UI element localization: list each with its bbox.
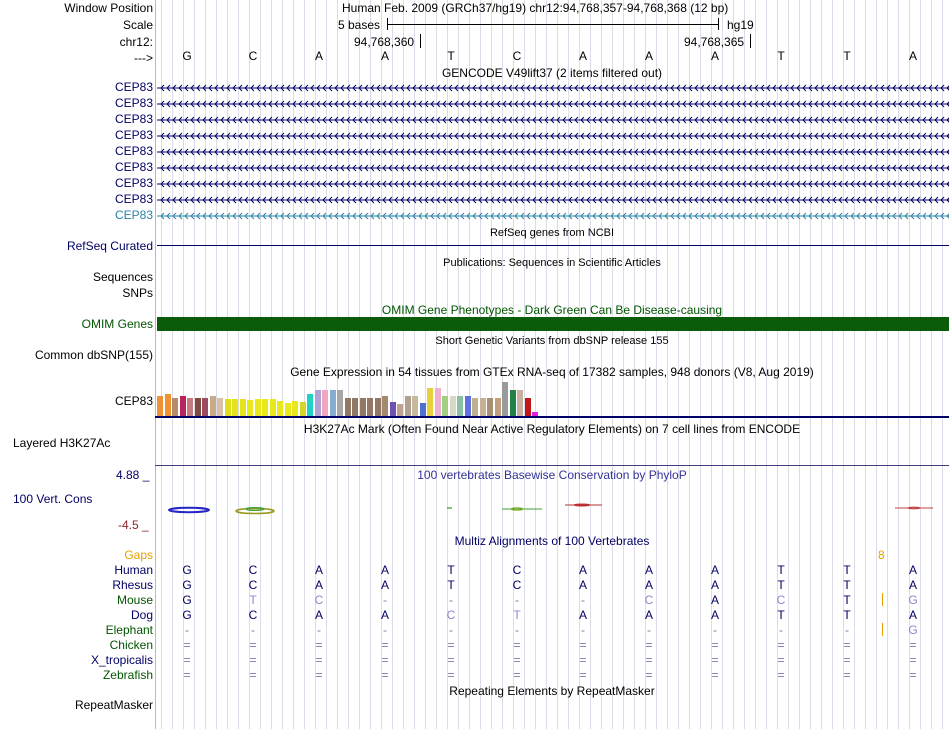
gencode-item-label[interactable]: CEP83	[114, 192, 153, 206]
gtex-tissue-bar[interactable]	[352, 398, 358, 416]
phylop-signal-shape-3	[447, 508, 542, 511]
guide-line	[931, 0, 932, 729]
alignment-base: A	[314, 608, 323, 622]
omim-track-label[interactable]: OMIM Genes	[81, 317, 153, 331]
repeatmasker-track-title[interactable]: Repeating Elements by RepeatMasker	[449, 684, 655, 698]
coordinate-tick-mark-2	[750, 34, 751, 48]
phylop-signal[interactable]	[157, 498, 949, 522]
alignment-base: T	[513, 608, 521, 622]
gencode-item-label[interactable]: CEP83	[114, 176, 153, 190]
alignment-base: T	[447, 578, 455, 592]
alignment-base: G	[182, 563, 192, 577]
alignment-base: C	[248, 608, 258, 622]
guide-line	[227, 0, 228, 729]
gtex-tissue-bar[interactable]	[397, 404, 403, 416]
gtex-tissue-bar[interactable]	[247, 400, 253, 416]
guide-line	[865, 0, 866, 729]
alignment-base: -	[581, 623, 585, 637]
phylop-signal-shape-5	[895, 507, 933, 509]
guide-line	[238, 0, 239, 729]
alignment-base: T	[843, 593, 851, 607]
alignment-base: A	[380, 608, 389, 622]
gtex-tissue-bar[interactable]	[240, 399, 246, 416]
side-label-divider	[155, 0, 156, 729]
gtex-tissue-bar[interactable]	[165, 394, 171, 416]
alignment-base: =	[381, 668, 389, 682]
gtex-tissue-bar[interactable]	[217, 398, 223, 416]
alignment-base: -	[251, 623, 255, 637]
conservation-track-label[interactable]: 100 Vert. Cons	[13, 492, 93, 506]
gtex-tissue-bar[interactable]	[315, 390, 321, 416]
guide-line	[832, 0, 833, 729]
guide-line	[282, 0, 283, 729]
alignment-base: A	[644, 563, 653, 577]
base-letter: T	[843, 49, 851, 63]
alignment-base: T	[843, 578, 851, 592]
alignment-base: T	[777, 578, 785, 592]
gap-indicator-elephant	[882, 623, 883, 636]
gtex-track-title[interactable]: Gene Expression in 54 tissues from GTEx RNA-seq of 17382 samples, 948 donors (V8, Aug 2019)	[290, 365, 814, 379]
alignment-base: =	[447, 653, 455, 667]
alignment-base: =	[777, 638, 785, 652]
gencode-transcript[interactable]	[157, 148, 949, 156]
alignment-base: A	[644, 608, 653, 622]
gencode-item-label[interactable]: CEP83	[114, 208, 153, 222]
guide-line	[205, 0, 206, 729]
strand-label: --->	[134, 51, 153, 65]
phylop-signal-shape-1	[169, 508, 209, 512]
alignment-base: =	[777, 653, 785, 667]
alignment-base: C	[512, 578, 522, 592]
gtex-tissue-bar[interactable]	[495, 398, 501, 416]
base-letter: G	[182, 49, 192, 63]
gtex-tissue-bar[interactable]	[225, 399, 231, 416]
h3k27ac-track-title[interactable]: H3K27Ac Mark (Often Found Near Active Regulatory Elements) on 7 cell lines from ENCODE	[303, 422, 801, 436]
phylop-signal-shape-2	[236, 508, 274, 514]
alignment-base: A	[710, 593, 719, 607]
alignment-base: -	[449, 623, 453, 637]
alignment-base: =	[843, 668, 851, 682]
publications-sequences-label[interactable]: Sequences	[92, 270, 153, 284]
base-letter: A	[644, 49, 653, 63]
omim-track-title[interactable]: OMIM Gene Phenotypes - Dark Green Can Be Disease-causing	[381, 303, 723, 317]
base-letter: A	[380, 49, 389, 63]
alignment-base: =	[513, 638, 521, 652]
gtex-tissue-bar[interactable]	[210, 396, 216, 416]
alignment-base: =	[711, 653, 719, 667]
alignment-base: G	[908, 623, 918, 637]
alignment-base: =	[315, 668, 323, 682]
omim-gene-bar[interactable]	[157, 317, 949, 331]
dbsnp-track-label[interactable]: Common dbSNP(155)	[34, 348, 153, 362]
gencode-item-label[interactable]: CEP83	[114, 128, 153, 142]
alignment-base: =	[447, 668, 455, 682]
species-label: X_tropicalis	[90, 653, 153, 667]
guide-line	[161, 0, 162, 729]
gtex-tissue-bar[interactable]	[502, 382, 508, 416]
gencode-item-label[interactable]: CEP83	[114, 112, 153, 126]
guide-line	[876, 0, 877, 729]
conservation-max-label: 4.88 _	[116, 468, 150, 482]
refseq-track-label[interactable]: RefSeq Curated	[66, 239, 153, 253]
alignment-base: C	[776, 593, 786, 607]
gtex-tissue-bar[interactable]	[525, 398, 531, 416]
scale-value: 5 bases	[338, 18, 381, 32]
alignment-base: =	[249, 638, 257, 652]
species-label: Zebrafish	[102, 668, 153, 682]
coordinate-tick-mark-1	[420, 34, 421, 48]
gtex-tissue-bar[interactable]	[420, 403, 426, 416]
gencode-track-title[interactable]: GENCODE V49lift37 (2 items filtered out)	[441, 66, 663, 80]
gtex-baseline	[155, 416, 949, 418]
gtex-tissue-bar[interactable]	[375, 398, 381, 416]
alignment-base: T	[843, 563, 851, 577]
alignment-base: C	[446, 608, 456, 622]
gencode-transcript[interactable]	[157, 116, 949, 124]
alignment-base: =	[645, 638, 653, 652]
alignment-base: T	[447, 563, 455, 577]
base-letter: A	[314, 49, 323, 63]
alignment-base: -	[581, 593, 585, 607]
gap-indicator-dog	[882, 593, 883, 606]
alignment-base: T	[777, 608, 785, 622]
gtex-tissue-bar[interactable]	[172, 398, 178, 416]
base-letter: C	[512, 49, 522, 63]
alignment-base: -	[515, 593, 519, 607]
gtex-tissue-bar[interactable]	[390, 402, 396, 416]
alignment-base: C	[512, 563, 522, 577]
gtex-tissue-bar[interactable]	[517, 390, 523, 416]
alignment-base: =	[579, 653, 587, 667]
gtex-tissue-bar[interactable]	[300, 402, 306, 416]
gencode-item-label[interactable]: CEP83	[114, 80, 153, 94]
gtex-tissue-bar[interactable]	[457, 396, 463, 416]
alignment-base: -	[383, 623, 387, 637]
alignment-base: =	[183, 653, 191, 667]
gtex-tissue-bar[interactable]	[232, 399, 238, 416]
alignment-base: =	[843, 653, 851, 667]
species-label: Mouse	[116, 593, 153, 607]
refseq-track-title[interactable]: RefSeq genes from NCBI	[489, 227, 615, 239]
gtex-tissue-bar[interactable]	[202, 398, 208, 416]
alignment-base: -	[449, 593, 453, 607]
gtex-tissue-bar[interactable]	[412, 396, 418, 416]
alignment-base: A	[578, 563, 587, 577]
gtex-tissue-bar[interactable]	[465, 396, 471, 416]
phylop-signal-shape-4	[565, 504, 602, 506]
alignment-base: A	[314, 563, 323, 577]
species-label: Chicken	[109, 638, 153, 652]
gencode-transcript[interactable]	[157, 84, 949, 92]
gtex-tissue-bar[interactable]	[270, 399, 276, 416]
alignment-base: T	[249, 593, 257, 607]
gtex-tissue-bar[interactable]	[180, 396, 186, 416]
gtex-tissue-bar[interactable]	[322, 390, 328, 416]
gtex-tissue-bar[interactable]	[187, 398, 193, 416]
alignment-base: A	[908, 578, 917, 592]
repeatmasker-track-label[interactable]: RepeatMasker	[74, 698, 153, 712]
alignment-base: A	[578, 578, 587, 592]
gtex-tissue-bar[interactable]	[345, 398, 351, 416]
alignment-base: -	[779, 623, 783, 637]
gencode-item-label[interactable]: CEP83	[114, 144, 153, 158]
alignment-base: -	[185, 623, 189, 637]
alignment-base: A	[908, 563, 917, 577]
gtex-tissue-bar[interactable]	[292, 401, 298, 416]
gtex-tissue-bar[interactable]	[427, 388, 433, 416]
base-letter: A	[578, 49, 587, 63]
alignment-base: A	[710, 563, 719, 577]
alignment-base: =	[183, 668, 191, 682]
alignment-base: =	[183, 638, 191, 652]
alignment-base: A	[710, 608, 719, 622]
dbsnp-track-title[interactable]: Short Genetic Variants from dbSNP release 155	[435, 335, 669, 347]
alignment-base: =	[909, 638, 917, 652]
coordinate-tick-2: 94,768,365	[684, 35, 745, 49]
alignment-base: C	[644, 593, 654, 607]
gtex-track-label[interactable]: CEP83	[114, 394, 153, 408]
species-label: Elephant	[105, 623, 153, 637]
alignment-base: A	[314, 578, 323, 592]
gaps-count: 8	[878, 548, 885, 562]
gtex-tissue-bar[interactable]	[382, 396, 388, 416]
base-letter: A	[908, 49, 917, 63]
alignment-base: =	[909, 668, 917, 682]
alignment-base: =	[711, 638, 719, 652]
chromosome-label: chr12:	[119, 35, 153, 49]
alignment-base: =	[315, 638, 323, 652]
base-letter: A	[710, 49, 719, 63]
species-label: Dog	[130, 608, 153, 622]
alignment-base: G	[908, 593, 918, 607]
refseq-gene-line[interactable]	[157, 245, 949, 246]
scale-bar	[387, 18, 719, 30]
alignment-base: =	[645, 653, 653, 667]
window-position-label: Window Position	[64, 1, 153, 15]
species-label: Human	[114, 563, 153, 577]
alignment-base: A	[578, 608, 587, 622]
gencode-transcript[interactable]	[157, 132, 949, 140]
gtex-tissue-bar[interactable]	[195, 398, 201, 416]
alignment-base: =	[843, 638, 851, 652]
alignment-base: =	[381, 653, 389, 667]
guide-line	[216, 0, 217, 729]
gtex-tissue-bar[interactable]	[337, 390, 343, 416]
alignment-base: A	[710, 578, 719, 592]
gencode-transcript[interactable]	[157, 196, 949, 204]
guide-line	[821, 0, 822, 729]
gtex-expression-bars[interactable]	[157, 380, 557, 416]
gtex-tissue-bar[interactable]	[307, 394, 313, 416]
alignment-base: G	[182, 578, 192, 592]
base-letter: T	[777, 49, 785, 63]
guide-line	[172, 0, 173, 729]
alignment-base: -	[383, 593, 387, 607]
scale-assembly: hg19	[727, 18, 754, 32]
conservation-track-title[interactable]: 100 vertebrates Basewise Conservation by PhyloP	[417, 468, 687, 482]
alignment-base: =	[909, 653, 917, 667]
base-letter: C	[248, 49, 258, 63]
gtex-tissue-bar[interactable]	[262, 399, 268, 416]
alignment-base: A	[380, 578, 389, 592]
gtex-tissue-bar[interactable]	[442, 396, 448, 416]
alignment-base: A	[644, 578, 653, 592]
alignment-base: -	[515, 623, 519, 637]
alignment-base: T	[843, 608, 851, 622]
alignment-base: =	[447, 638, 455, 652]
gtex-tissue-bar[interactable]	[450, 396, 456, 416]
conservation-min-label: -4.5 _	[118, 518, 149, 532]
multiz-track-title[interactable]: Multiz Alignments of 100 Vertebrates	[454, 534, 650, 548]
gtex-tissue-bar[interactable]	[157, 396, 163, 416]
gtex-tissue-bar[interactable]	[255, 399, 261, 416]
base-letter: T	[447, 49, 455, 63]
alignment-base: -	[713, 623, 717, 637]
alignment-base: -	[647, 623, 651, 637]
gencode-transcript[interactable]	[157, 164, 949, 172]
guide-line	[271, 0, 272, 729]
gtex-tissue-bar[interactable]	[487, 398, 493, 416]
alignment-base: G	[182, 593, 192, 607]
alignment-base: G	[182, 608, 192, 622]
guide-line	[942, 0, 943, 729]
alignment-base: =	[777, 668, 785, 682]
alignment-base: =	[579, 638, 587, 652]
publications-track-title[interactable]: Publications: Sequences in Scientific Articles	[443, 257, 661, 269]
gtex-tissue-bar[interactable]	[435, 388, 441, 416]
alignment-base: -	[845, 623, 849, 637]
gencode-transcript[interactable]	[157, 100, 949, 108]
gencode-transcript[interactable]	[157, 180, 949, 188]
alignment-base: =	[645, 668, 653, 682]
gencode-item-label[interactable]: CEP83	[114, 160, 153, 174]
guide-line	[887, 0, 888, 729]
gtex-tissue-bar[interactable]	[277, 401, 283, 416]
species-label: Rhesus	[112, 578, 153, 592]
gaps-label: Gaps	[124, 548, 153, 562]
alignment-base: =	[513, 668, 521, 682]
gencode-transcript[interactable]	[157, 212, 949, 220]
gtex-tissue-bar[interactable]	[360, 398, 366, 416]
gtex-tissue-bar[interactable]	[330, 390, 336, 416]
alignment-base: =	[249, 668, 257, 682]
coordinate-tick-1: 94,768,360	[354, 35, 415, 49]
gtex-tissue-bar[interactable]	[405, 396, 411, 416]
alignment-base: =	[249, 653, 257, 667]
alignment-base: =	[315, 653, 323, 667]
alignment-base: A	[908, 608, 917, 622]
alignment-base: C	[314, 593, 324, 607]
alignment-base: C	[248, 578, 258, 592]
gtex-tissue-bar[interactable]	[480, 398, 486, 416]
publications-snps-label[interactable]: SNPs	[122, 286, 153, 300]
gtex-tissue-bar[interactable]	[367, 398, 373, 416]
alignment-base: T	[777, 563, 785, 577]
alignment-base: =	[579, 668, 587, 682]
h3k27ac-baseline	[155, 465, 949, 466]
alignment-base: =	[381, 638, 389, 652]
alignment-base: -	[317, 623, 321, 637]
gencode-item-label[interactable]: CEP83	[114, 96, 153, 110]
gtex-tissue-bar[interactable]	[472, 398, 478, 416]
gtex-tissue-bar[interactable]	[285, 403, 291, 416]
alignment-base: C	[248, 563, 258, 577]
gtex-tissue-bar[interactable]	[510, 390, 516, 416]
window-position-value: Human Feb. 2009 (GRCh37/hg19) chr12:94,768,357-94,768,368 (12 bp)	[342, 1, 729, 15]
guide-line	[898, 0, 899, 729]
alignment-base: =	[711, 668, 719, 682]
scale-label: Scale	[122, 18, 153, 32]
alignment-base: A	[380, 563, 389, 577]
h3k27ac-track-label[interactable]: Layered H3K27Ac	[13, 436, 111, 450]
alignment-base: =	[513, 653, 521, 667]
